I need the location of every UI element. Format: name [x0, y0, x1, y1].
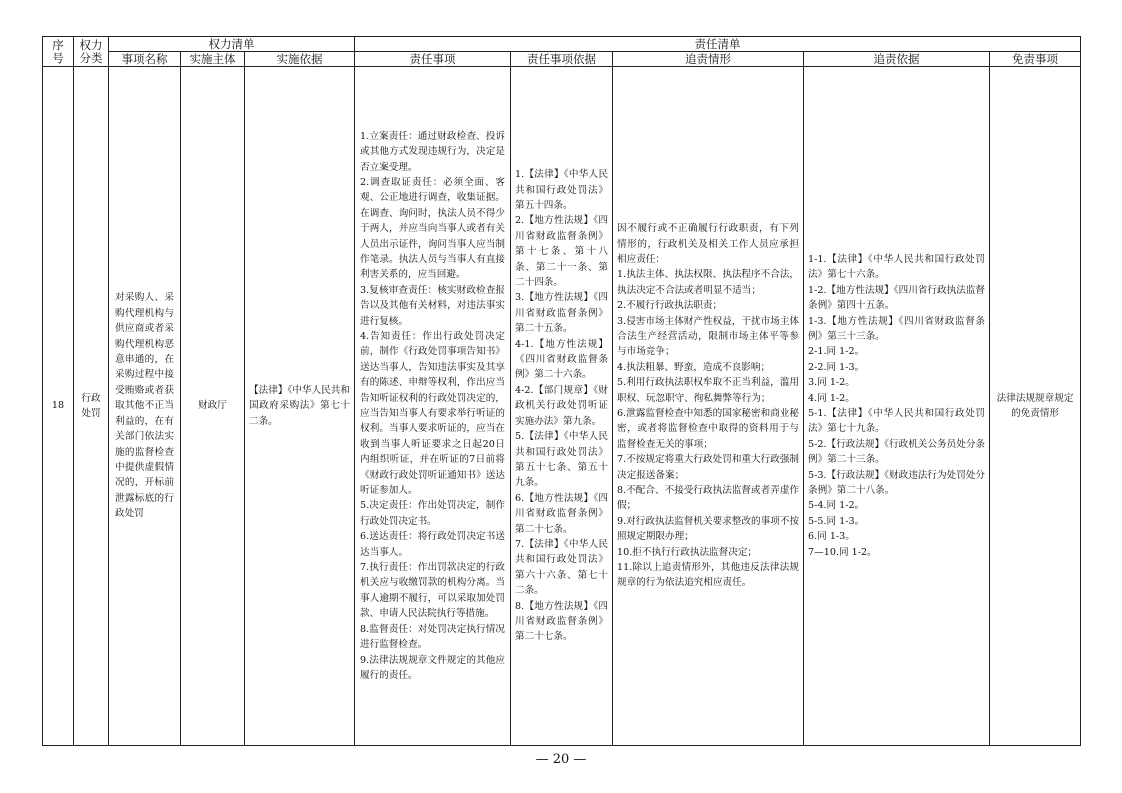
cell-resp-basis-text: 1.【法律】《中华人民共和国行政处罚法》第五十四条。 2.【地方性法规】《四川省财政监督条例》第十七条、第十八条、第二十一条、第二十四条。 3.【地方性法规】《四川省财政监督条例》第二十五条。 4-1.【地方性法规】《四川省财政监督条例》第二十六条。 4-2.【部门规章】《财政机关行政处罚听证实施办法》第九条。 5.【法律】《中华人民共和国行政处罚法》第五十七条、第五十九条。 6.【地方性法规】《四川省财政监督条例》第二十七条。 7.【法律】《中华人民共和国行政处罚法》第六十六条、第七十二条。 8.【地方性法规】《四川省财政监督条例》第二十七条。 [515, 169, 609, 643]
header-basis: 实施依据 [245, 52, 355, 67]
header-seq: 序 号 [43, 37, 74, 67]
page-number: — 20 — [535, 752, 587, 767]
cell-accountability-text: 因不履行或不正确履行行政职责，有下列情形的，行政机关及相关工作人员应承担相应责任： 1.执法主体、执法权限、执法程序不合法，执法决定不合法或者明显不适当； 2.不履行行政执法职责； 3.侵害市场主体财产性权益，干扰市场主体合法生产经营活动，限制市场主体平等参与市场竞争； 4.执法粗暴、野蛮，造成不良影响； 5.利用行政执法职权牟取不正当利益，滥用职权、玩忽职守、徇私舞弊等行为； 6.泄露监督检查中知悉的国家秘密和商业秘密，或者将监督检查中取得的资料用于与监督检查无关的事项； 7.不按规定将重大行政处罚和重大行政强制决定报送备案； 8.不配合、不接受行政执法监督或者弄虚作假； 9.对行政执法监督机关要求整改的事项不按照规定期限办理； 10.拒不执行行政执法监督决定； 11.除以上追责情形外，其他违反法律法规规章的行为依法追究相应责任。 [617, 223, 800, 589]
cell-power-type-text: 行政 处罚 [81, 392, 101, 419]
header-power-list: 权力清单 [109, 37, 355, 52]
cell-item-name-text: 对采购人、采购代理机构与供应商或者采购代理机构恶意串通的，在采购过程中接受贿赂或者获取其他不正当利益的，在有关部门依法实施的监督检查中提供虚假情况的，开标前泄露标底的行政处罚 [115, 292, 174, 520]
cell-acc-basis-text: 1-1.【法律】《中华人民共和国行政处罚法》第七十六条。 1-2.【地方性法规】《四川省行政执法监督条例》第四十五条。 1-3.【地方性法规】《四川省财政监督条例》第三十三条。 2-1.同 1-2。 2-2.同 1-3。 3.同 1-2。 4.同 1-2。 5-1.【法律】《中华人民共和国行政处罚法》第七十九条。 5-2.【行政法规】《行政机关公务员处分条例》第二十三条。 5-3.【行政法规】《财政违法行为处罚处分条例》第二十八条。 5-4.同 1-2。 5-5.同 1-3。 6.同 1-3。 7—10.同 1-2。 [808, 253, 986, 558]
header-resp-items: 责任事项 [355, 52, 511, 67]
cell-exempt [990, 67, 1081, 746]
header-resp-list: 责任清单 [355, 37, 1081, 52]
header-acc-basis: 追责依据 [804, 52, 990, 67]
cell-item-name [109, 67, 181, 746]
header-power-type: 权力 分类 [74, 37, 109, 67]
header-item-name: 事项名称 [109, 52, 181, 67]
header-accountability: 追责情形 [613, 52, 804, 67]
header-row-sub [43, 52, 1081, 67]
header-subject: 实施主体 [181, 52, 245, 67]
power-responsibility-table [42, 36, 1081, 746]
cell-accountability [613, 67, 804, 746]
cell-acc-basis [804, 67, 990, 746]
cell-exempt-text: 法律法规规章规定的免责情形 [996, 392, 1074, 419]
header-exempt: 免责事项 [990, 52, 1081, 67]
cell-subject: 财政厅 [181, 67, 245, 746]
header-row-top [43, 37, 1081, 52]
header-resp-basis: 责任事项依据 [511, 52, 613, 67]
cell-power-type [74, 67, 109, 746]
cell-resp-items [355, 67, 511, 746]
cell-basis [245, 67, 355, 746]
table-row [43, 67, 1081, 746]
cell-resp-items-text: 1.立案责任：通过财政检查、投诉或其他方式发现违规行为，决定是否立案受理。 2.调查取证责任：必须全面、客观、公正地进行调查，收集证据。在调查、询问时，执法人员不得少于两人，并应当向当事人或者有关人员出示证件，询问当事人应当制作笔录。执法人员与当事人有直接利害关系的，应当回避。 3.复核审查责任：核实财政检查报告以及其他有关材料，对违法事实进行复核。 4.告知责任：作出行政处罚决定前，制作《行政处罚事项告知书》送达当事人，告知违法事实及其享有的陈述、申辩等权利，作出应当告知听证权利的行政处罚决定的，应当告知当事人有要求举行听证的权利。当事人要求听证的，应当在收到当事人听证要求之日起20日内组织听证，并在听证的7日前将《财政行政处罚听证通知书》送达听证参加人。 5.决定责任：作出处罚决定，制作行政处罚决定书。 6.送达责任：将行政处罚决定书送达当事人。 7.执行责任：作出罚款决定的行政机关应与收缴罚款的机构分离。当事人逾期不履行，可以采取加处罚款、申请人民法院执行等措施。 8.监督责任：对处罚决定执行情况进行监督检查。 9.法律法规规章文件规定的其他应履行的责任。 [360, 130, 506, 681]
cell-resp-basis [511, 67, 613, 746]
cell-basis-text: 【法律】《中华人民共和国政府采购法》第七十二条。 [249, 384, 351, 427]
cell-seq: 18 [43, 67, 74, 746]
